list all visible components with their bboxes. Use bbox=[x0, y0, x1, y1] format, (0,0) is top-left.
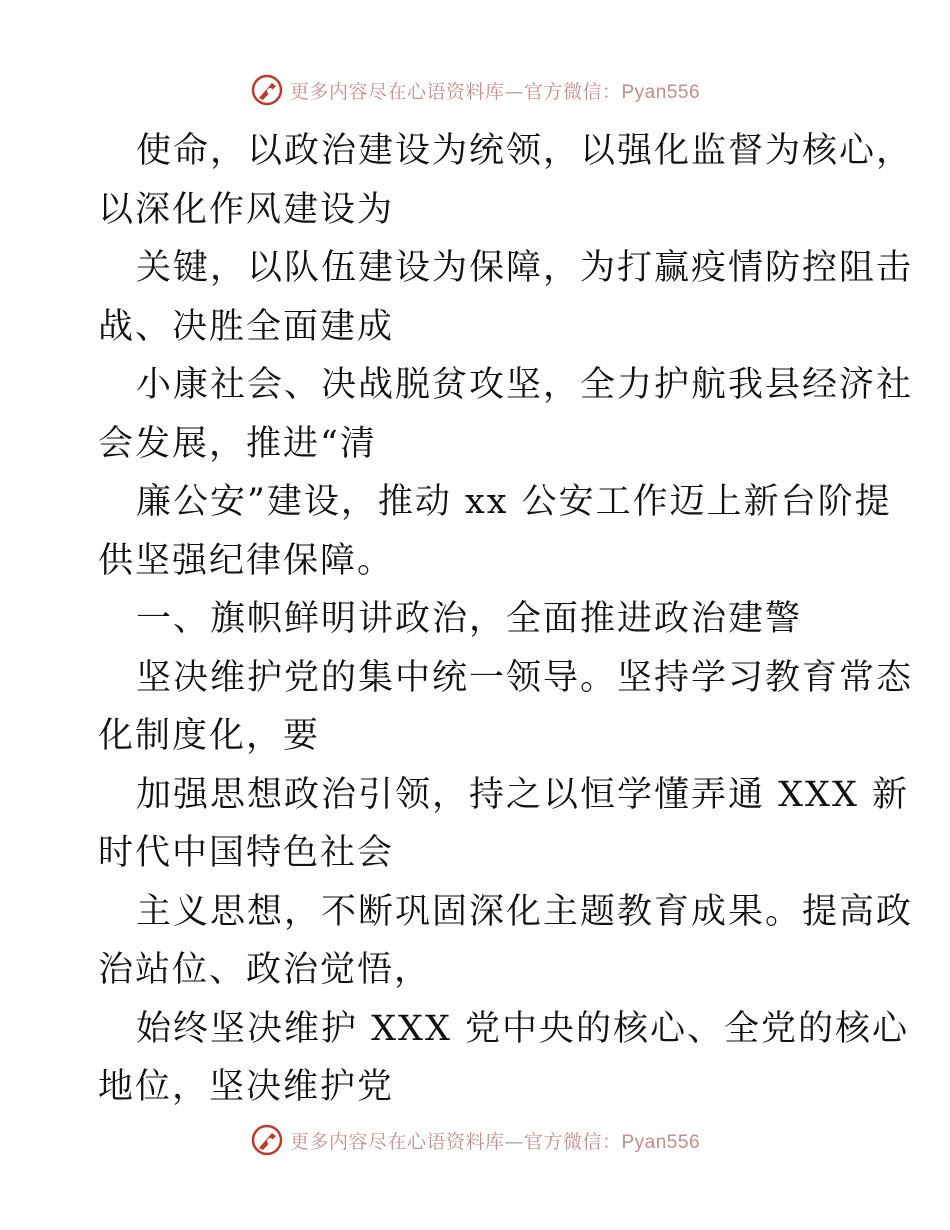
text-line: 治站位、政治觉悟， bbox=[98, 950, 432, 990]
header-watermark bbox=[0, 70, 950, 110]
watermark-dash: — bbox=[504, 1130, 524, 1153]
text-line: 廉公安”建设，推动 xx 公安工作迈上新台阶提 bbox=[136, 482, 892, 522]
document-body bbox=[98, 122, 914, 1117]
text-line: 小康社会、决战脱贫攻坚，全力护航我县经济社 bbox=[136, 365, 914, 405]
watermark-label: 官方微信： bbox=[523, 80, 622, 103]
text-line: 化制度化，要 bbox=[98, 716, 321, 756]
watermark-label: 官方微信： bbox=[523, 1130, 622, 1153]
text-line: 一、旗帜鲜明讲政治，全面推进政治建警 bbox=[136, 599, 803, 639]
watermark-site: 更多内容尽在心语资料库 bbox=[289, 1130, 505, 1153]
text-line: 供坚强纪律保障。 bbox=[98, 540, 395, 581]
text-line: 地位，坚决维护党 bbox=[98, 1067, 395, 1107]
watermark-handle: Pyan556 bbox=[621, 81, 701, 103]
text-line: 坚决维护党的集中统一领导。坚持学习教育常态 bbox=[136, 657, 914, 698]
text-line: 以深化作风建设为 bbox=[98, 189, 395, 230]
watermark-handle: Pyan556 bbox=[621, 1131, 701, 1153]
pen-seal-icon bbox=[250, 1123, 284, 1157]
text-line: 关键，以队伍建设为保障，为打赢疫情防控阻击 bbox=[136, 248, 914, 288]
text-line: 始终坚决维护 XXX 党中央的核心、全党的核心 bbox=[136, 1008, 910, 1049]
pen-seal-icon bbox=[250, 73, 284, 107]
text-line: 会发展，推进“清 bbox=[98, 423, 377, 464]
text-line: 使命，以政治建设为统领，以强化监督为核心， bbox=[136, 131, 914, 171]
watermark-text bbox=[290, 1127, 700, 1154]
text-line: 加强思想政治引领，持之以恒学懂弄通 XXX 新 bbox=[136, 774, 910, 815]
watermark-site: 更多内容尽在心语资料库 bbox=[289, 80, 505, 103]
text-line: 时代中国特色社会 bbox=[98, 833, 395, 873]
text-line: 战、决胜全面建成 bbox=[98, 306, 395, 347]
watermark-dash: — bbox=[504, 80, 524, 103]
footer-watermark bbox=[0, 1120, 950, 1160]
watermark-text bbox=[290, 77, 700, 104]
text-line: 主义思想，不断巩固深化主题教育成果。提高政 bbox=[136, 891, 914, 932]
